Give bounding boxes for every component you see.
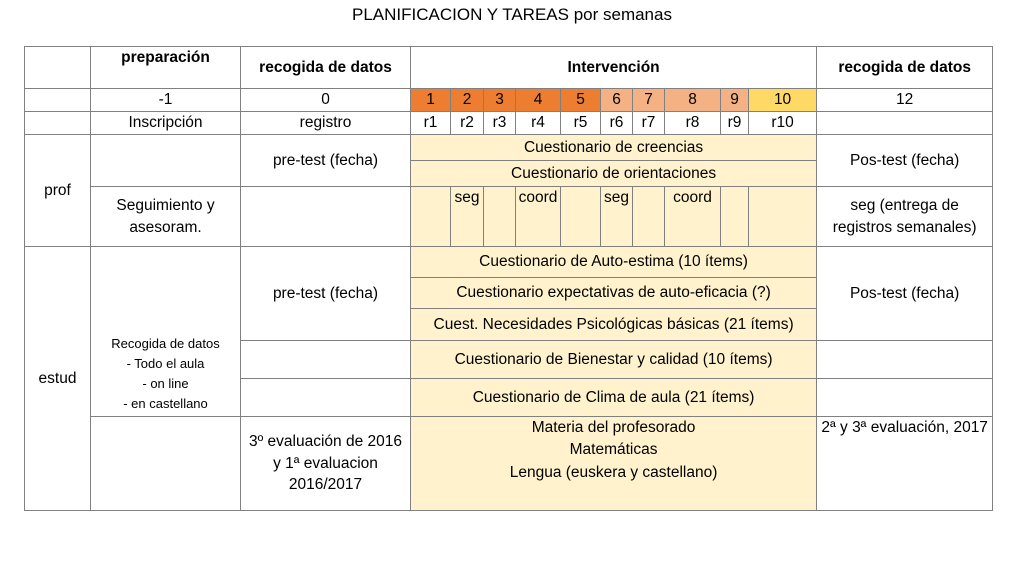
materia-line: Materia del profesorado [531, 419, 696, 436]
estud-eval-post: 2ª y 3ª evaluación, 2017 [817, 417, 993, 511]
empty-cell [817, 341, 993, 379]
week-cell: 1 [411, 89, 451, 112]
session-cell: r5 [561, 112, 601, 135]
empty-cell [484, 187, 516, 247]
prof-questionnaire: Cuestionario de orientaciones [411, 161, 817, 187]
prof-questionnaire: Cuestionario de creencias [411, 135, 817, 161]
week-cell: 0 [241, 89, 411, 112]
empty-cell [241, 379, 411, 417]
estud-recogida [91, 247, 241, 417]
session-cell: registro [241, 112, 411, 135]
estud-row-6 [25, 417, 993, 511]
estud-materia [411, 417, 817, 511]
estud-recogida-title: Recogida de datos [111, 336, 220, 352]
prof-row-3 [25, 187, 993, 247]
estud-eval-pre: 3º evaluación de 2016 y 1ª evaluacion 2016/2017 [241, 417, 411, 511]
session-cell: r2 [451, 112, 484, 135]
session-cell: r4 [516, 112, 561, 135]
empty-cell [817, 112, 993, 135]
estud-recogida-list [93, 354, 238, 414]
materia-line: Matemáticas [569, 441, 658, 459]
estud-questionnaire: Cuestionario de Clima de aula (21 ítems) [411, 379, 817, 417]
header-intervencion: Intervención [411, 47, 817, 89]
coord-cell: coord [665, 187, 721, 247]
week-cell: 4 [516, 89, 561, 112]
sessions-row [25, 112, 993, 135]
estud-questionnaire: Cuestionario expectativas de auto-eficacia (?) [411, 278, 817, 309]
week-cell: 10 [749, 89, 817, 112]
materia-line: Lengua (euskera y castellano) [509, 463, 718, 481]
session-cell: r3 [484, 112, 516, 135]
empty-cell [561, 187, 601, 247]
estud-questionnaire: Cuestionario de Auto-estima (10 ítems) [411, 247, 817, 278]
empty-cell [241, 341, 411, 379]
empty-cell [817, 379, 993, 417]
empty-cell [411, 187, 451, 247]
empty-cell [241, 187, 411, 247]
prof-row-1 [25, 135, 993, 161]
week-cell: 2 [451, 89, 484, 112]
week-cell: -1 [91, 89, 241, 112]
week-cell: 5 [561, 89, 601, 112]
list-item: - Todo el aula [93, 354, 238, 374]
empty-cell [721, 187, 749, 247]
session-cell: Inscripción [91, 112, 241, 135]
empty-cell [633, 187, 665, 247]
prof-seguimiento: Seguimiento y asesoram. [91, 187, 241, 247]
session-cell: r7 [633, 112, 665, 135]
list-item: - on line [93, 374, 238, 394]
empty-cell [91, 417, 241, 511]
estud-questionnaire: Cuestionario de Bienestar y calidad (10 ítems) [411, 341, 817, 379]
estud-label: estud [25, 247, 91, 511]
empty-cell [25, 47, 91, 89]
session-cell: r9 [721, 112, 749, 135]
seg-cell: seg [601, 187, 633, 247]
seg-cell: seg [451, 187, 484, 247]
weeks-row [25, 89, 993, 112]
week-cell: 3 [484, 89, 516, 112]
prof-seg-entrega: seg (entrega de registros semanales) [817, 187, 993, 247]
week-cell: 6 [601, 89, 633, 112]
header-recogida-datos-2: recogida de datos [817, 47, 993, 89]
week-cell: 8 [665, 89, 721, 112]
header-preparacion: preparación [91, 47, 241, 89]
empty-cell [25, 112, 91, 135]
page-title: PLANIFICACION Y TAREAS por semanas [352, 5, 672, 24]
session-cell: r8 [665, 112, 721, 135]
week-cell: 12 [817, 89, 993, 112]
session-cell: r1 [411, 112, 451, 135]
session-cell: r6 [601, 112, 633, 135]
header-recogida-datos-1: recogida de datos [241, 47, 411, 89]
session-cell: r10 [749, 112, 817, 135]
prof-pretest: pre-test (fecha) [241, 135, 411, 187]
week-cell: 7 [633, 89, 665, 112]
planning-table [24, 46, 993, 511]
prof-posttest: Pos-test (fecha) [817, 135, 993, 187]
week-cell: 9 [721, 89, 749, 112]
estud-posttest: Pos-test (fecha) [817, 247, 993, 341]
estud-pretest: pre-test (fecha) [241, 247, 411, 341]
prof-label: prof [25, 135, 91, 247]
coord-cell: coord [516, 187, 561, 247]
header-row [25, 47, 993, 89]
list-item: - en castellano [93, 394, 238, 414]
empty-cell [25, 89, 91, 112]
estud-questionnaire: Cuest. Necesidades Psicológicas básicas (21 ítems) [411, 309, 817, 341]
empty-cell [749, 187, 817, 247]
estud-row-1 [25, 247, 993, 278]
empty-cell [91, 135, 241, 187]
